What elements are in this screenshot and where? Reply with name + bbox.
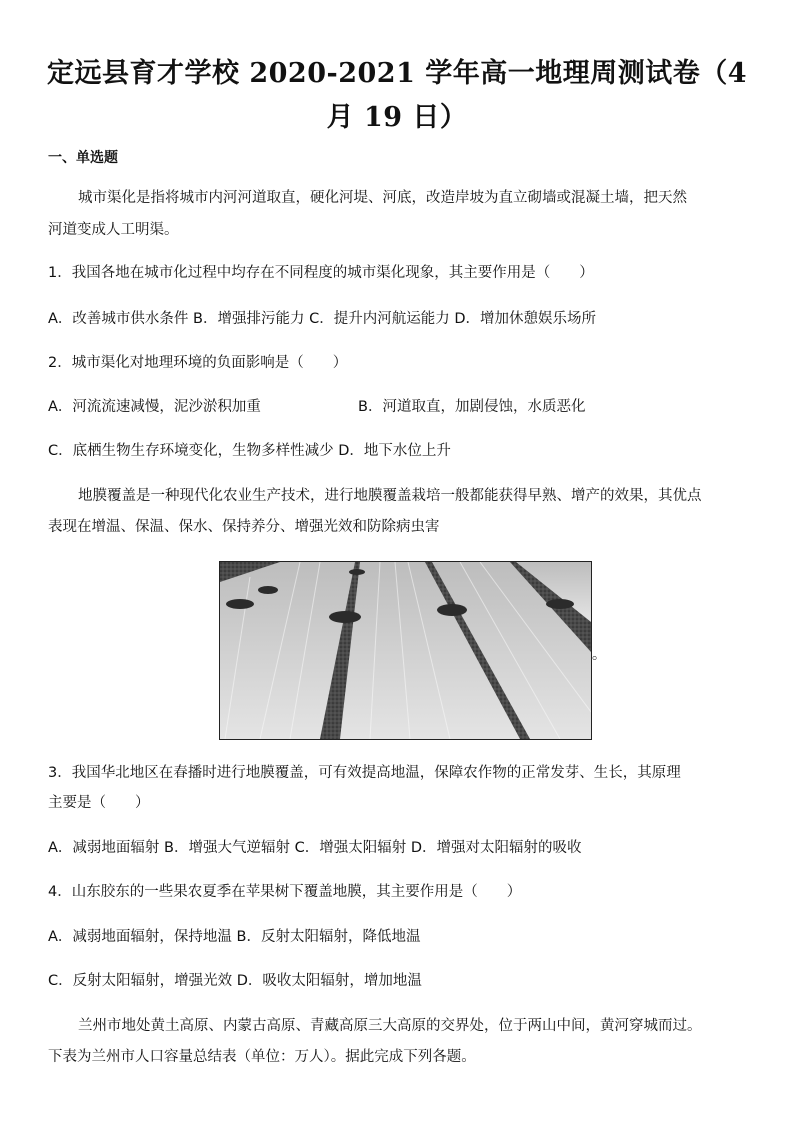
intro-paragraph-1-line-2: 河道变成人工明渠。 xyxy=(48,222,179,238)
question-1-options: A．改善城市供水条件 B．增强排污能力 C．提升内河航运能力 D．增加休憩娱乐场所 xyxy=(48,311,596,327)
question-3-stem-line-2: 主要是（ ） xyxy=(48,795,150,811)
question-2-option-a: A．河流流速减慢，泥沙淤积加重 xyxy=(48,399,261,415)
question-4-stem: 4．山东胶东的一些果农夏季在苹果树下覆盖地膜，其主要作用是（ ） xyxy=(48,884,522,900)
plastic-mulch-field-photo xyxy=(219,561,592,740)
title-line-2: 月 19 日） xyxy=(326,102,468,133)
figure-trailing-punctuation: 。 xyxy=(592,647,606,663)
intro-paragraph-1-line-1: 城市渠化是指将城市内河河道取直，硬化河堤、河底，改造岸坡为直立砌墙或混凝土墙，把天然 xyxy=(78,190,687,206)
question-4-options-cd: C．反射太阳辐射，增强光效 D．吸收太阳辐射，增加地温 xyxy=(48,973,422,989)
intro-paragraph-3-line-1: 兰州市地处黄土高原、内蒙古高原、青藏高原三大高原的交界处，位于两山中间，黄河穿城而过。 xyxy=(78,1018,702,1034)
intro-paragraph-3-line-2: 下表为兰州市人口容量总结表（单位：万人）。据此完成下列各题。 xyxy=(48,1049,476,1065)
title-line-1: 定远县育才学校 2020-2021 学年高一地理周测试卷（4 xyxy=(46,58,748,89)
question-4-options-ab: A．减弱地面辐射，保持地温 B．反射太阳辐射，降低地温 xyxy=(48,929,421,945)
question-1-stem: 1．我国各地在城市化过程中均存在不同程度的城市渠化现象，其主要作用是（ ） xyxy=(48,265,594,281)
page-title xyxy=(40,52,754,140)
question-3-stem-line-1: 3．我国华北地区在春播时进行地膜覆盖，可有效提高地温，保障农作物的正常发芽、生长，其原理 xyxy=(48,765,681,781)
question-2-option-b: B．河道取直，加剧侵蚀，水质恶化 xyxy=(358,399,586,415)
question-2-options-cd: C．底栖生物生存环境变化，生物多样性减少 D．地下水位上升 xyxy=(48,443,451,459)
question-2-stem: 2．城市渠化对地理环境的负面影响是（ ） xyxy=(48,355,348,371)
section-heading: 一、单选题 xyxy=(48,150,118,166)
intro-paragraph-2-line-2: 表现在增温、保温、保水、保持养分、增强光效和防除病虫害 xyxy=(48,519,440,535)
question-3-options: A．减弱地面辐射 B．增强大气逆辐射 C．增强太阳辐射 D．增强对太阳辐射的吸收 xyxy=(48,840,582,856)
intro-paragraph-2-line-1: 地膜覆盖是一种现代化农业生产技术，进行地膜覆盖栽培一般都能获得早熟、增产的效果，其优点 xyxy=(78,488,702,504)
